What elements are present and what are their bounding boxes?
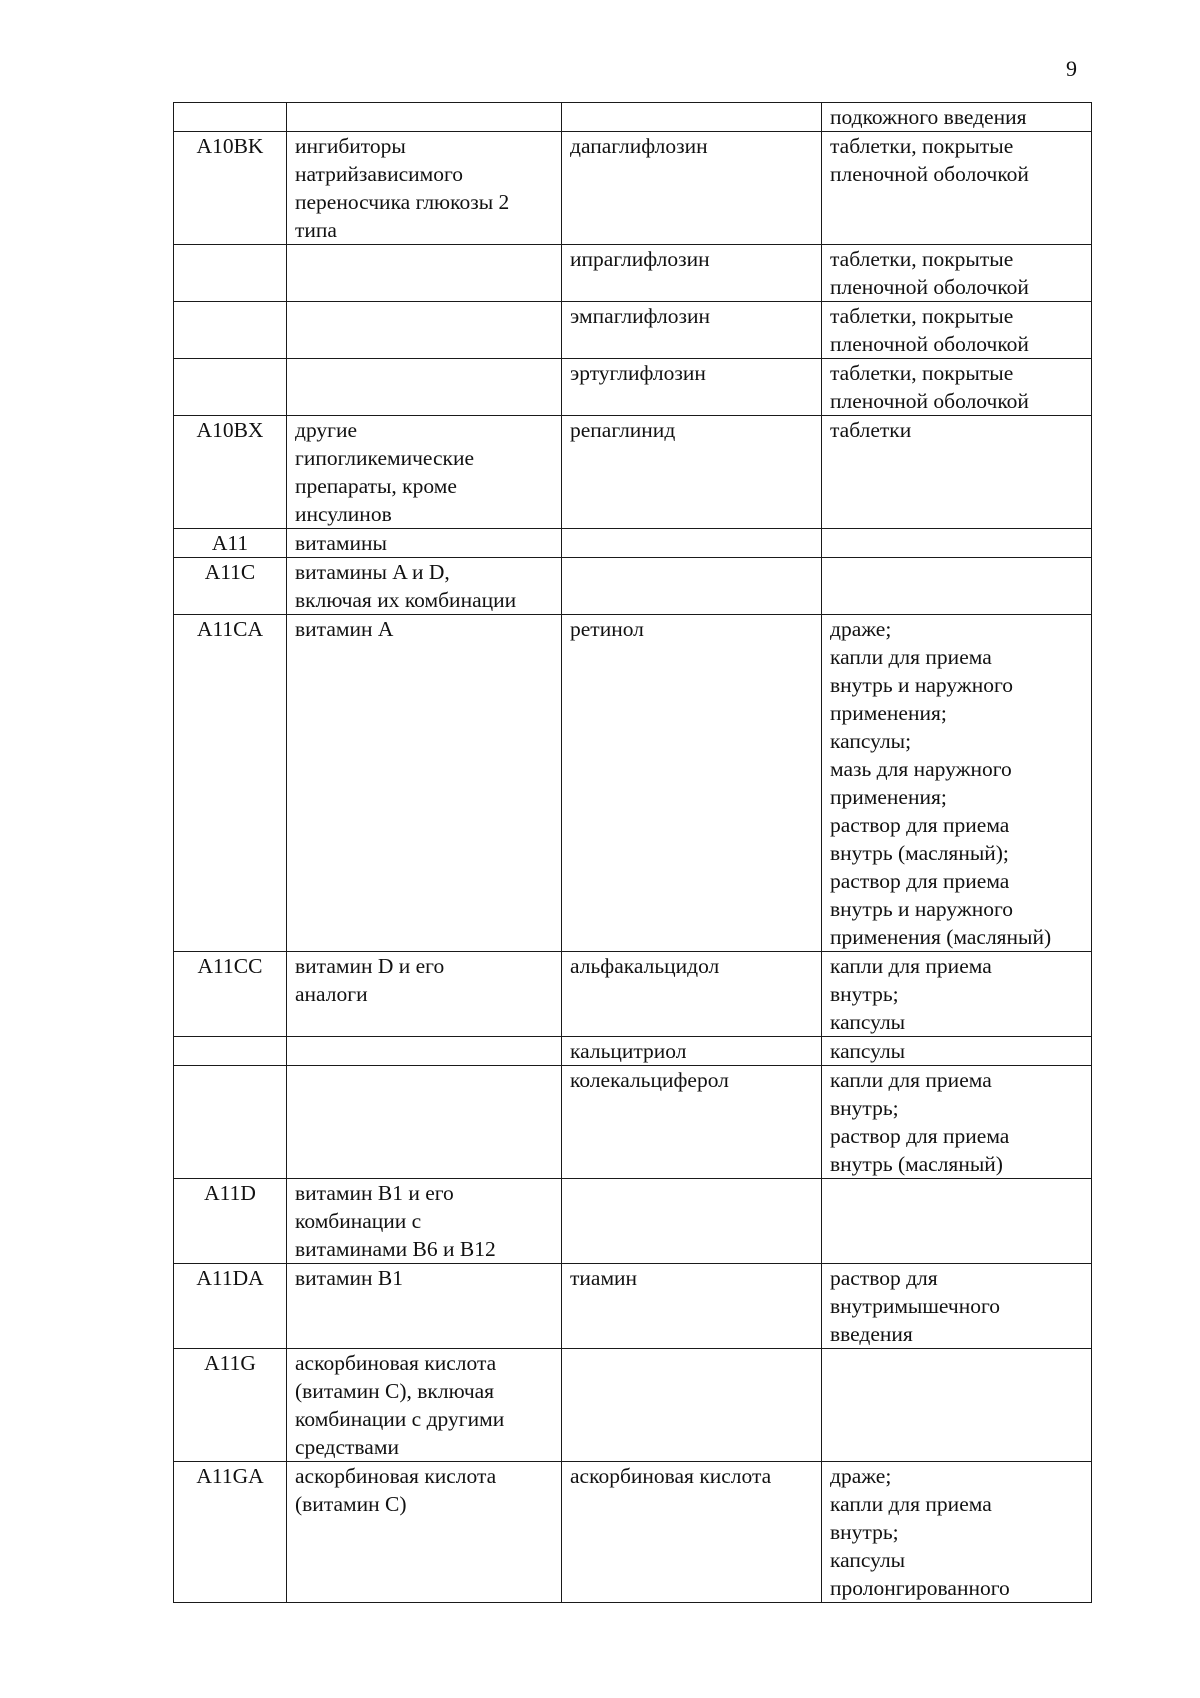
dosage-form-cell [822, 558, 1092, 615]
dosage-form-cell: таблетки [822, 416, 1092, 529]
table-row [174, 103, 1092, 132]
group-name-cell: другие гипогликемические препараты, кроме инсулинов [287, 416, 562, 529]
group-name-cell [287, 103, 562, 132]
dosage-form-cell [822, 1179, 1092, 1264]
group-name-cell: витамин B1 [287, 1264, 562, 1349]
table-row [174, 529, 1092, 558]
drug-name-cell [562, 103, 822, 132]
atc-code-cell: A11CC [174, 952, 287, 1037]
drug-name-cell: репаглинид [562, 416, 822, 529]
atc-code-cell: A11D [174, 1179, 287, 1264]
table-row [174, 615, 1092, 952]
drug-name-cell: колекальциферол [562, 1066, 822, 1179]
atc-code-cell: A11 [174, 529, 287, 558]
group-name-cell: аскорбиновая кислота (витамин C), включая комбинации с другими средствами [287, 1349, 562, 1462]
dosage-form-cell: драже; капли для приема внутрь; капсулы пролонгированного [822, 1462, 1092, 1603]
drug-name-cell: ретинол [562, 615, 822, 952]
group-name-cell: аскорбиновая кислота (витамин C) [287, 1462, 562, 1603]
dosage-form-cell: таблетки, покрытые пленочной оболочкой [822, 132, 1092, 245]
table-row [174, 1462, 1092, 1603]
group-name-cell: витамин B1 и его комбинации с витаминами B6 и B12 [287, 1179, 562, 1264]
table-row [174, 1179, 1092, 1264]
table-row [174, 1066, 1092, 1179]
atc-code-cell: A10BK [174, 132, 287, 245]
table-row [174, 245, 1092, 302]
drug-name-cell: альфакальцидол [562, 952, 822, 1037]
group-name-cell: витамины [287, 529, 562, 558]
dosage-form-cell [822, 1349, 1092, 1462]
drug-name-cell: тиамин [562, 1264, 822, 1349]
group-name-cell [287, 302, 562, 359]
table-row [174, 1037, 1092, 1066]
atc-code-cell: A10BX [174, 416, 287, 529]
dosage-form-cell: раствор для внутримышечного введения [822, 1264, 1092, 1349]
group-name-cell: витамины A и D, включая их комбинации [287, 558, 562, 615]
atc-code-cell: A11CA [174, 615, 287, 952]
table-row [174, 1264, 1092, 1349]
dosage-form-cell: подкожного введения [822, 103, 1092, 132]
table-row [174, 1349, 1092, 1462]
atc-code-cell [174, 1066, 287, 1179]
atc-code-cell [174, 359, 287, 416]
atc-code-cell: A11C [174, 558, 287, 615]
dosage-form-cell: таблетки, покрытые пленочной оболочкой [822, 359, 1092, 416]
dosage-form-cell: таблетки, покрытые пленочной оболочкой [822, 302, 1092, 359]
drug-name-cell [562, 558, 822, 615]
table-row [174, 302, 1092, 359]
group-name-cell [287, 1037, 562, 1066]
drug-name-cell: кальцитриол [562, 1037, 822, 1066]
atc-code-cell: A11G [174, 1349, 287, 1462]
atc-code-cell [174, 302, 287, 359]
group-name-cell [287, 245, 562, 302]
drug-name-cell [562, 1179, 822, 1264]
atc-code-cell [174, 1037, 287, 1066]
table-row [174, 132, 1092, 245]
group-name-cell: ингибиторы натрийзависимого переносчика глюкозы 2 типа [287, 132, 562, 245]
group-name-cell [287, 359, 562, 416]
atc-code-cell: A11GA [174, 1462, 287, 1603]
dosage-form-cell: таблетки, покрытые пленочной оболочкой [822, 245, 1092, 302]
dosage-form-cell: капсулы [822, 1037, 1092, 1066]
group-name-cell: витамин D и его аналоги [287, 952, 562, 1037]
page-number: 9 [1066, 56, 1077, 81]
drug-name-cell [562, 1349, 822, 1462]
drug-name-cell [562, 529, 822, 558]
dosage-form-cell: капли для приема внутрь; раствор для приема внутрь (масляный) [822, 1066, 1092, 1179]
drug-table [173, 102, 1092, 1603]
drug-name-cell: эртуглифлозин [562, 359, 822, 416]
dosage-form-cell: драже; капли для приема внутрь и наружного применения; капсулы; мазь для наружного применения; раствор для приема внутрь (масляный); раствор для приема внутрь и наружного применения (масляный) [822, 615, 1092, 952]
table-row [174, 359, 1092, 416]
drug-name-cell: ипраглифлозин [562, 245, 822, 302]
table-row [174, 952, 1092, 1037]
drug-name-cell: эмпаглифлозин [562, 302, 822, 359]
group-name-cell [287, 1066, 562, 1179]
group-name-cell: витамин A [287, 615, 562, 952]
table-row [174, 558, 1092, 615]
drug-name-cell: дапаглифлозин [562, 132, 822, 245]
dosage-form-cell: капли для приема внутрь; капсулы [822, 952, 1092, 1037]
drug-name-cell: аскорбиновая кислота [562, 1462, 822, 1603]
table-row [174, 416, 1092, 529]
atc-code-cell [174, 103, 287, 132]
dosage-form-cell [822, 529, 1092, 558]
atc-code-cell: A11DA [174, 1264, 287, 1349]
atc-code-cell [174, 245, 287, 302]
